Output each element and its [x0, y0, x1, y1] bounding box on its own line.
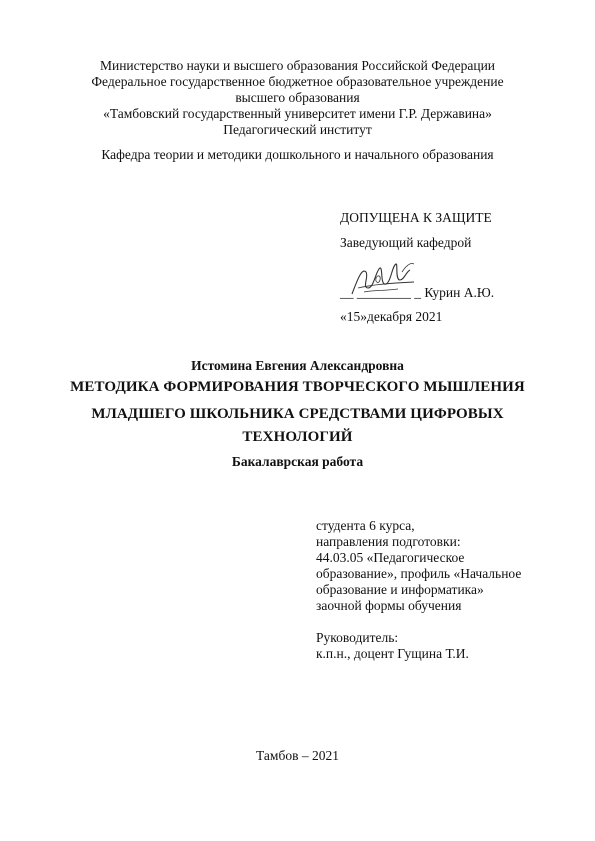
- signature-prefix: __: [340, 285, 354, 300]
- supervisor-name: к.п.н., доцент Гущина Т.И.: [316, 646, 469, 661]
- education-level-line: высшего образования: [235, 90, 360, 105]
- signature-blank: ________: [356, 285, 411, 300]
- supervisor-label: Руководитель:: [316, 630, 399, 645]
- city-year: Тамбов – 2021: [256, 748, 339, 763]
- thesis-title-line-3: ТЕХНОЛОГИЙ: [242, 429, 353, 445]
- handwritten-signature: [340, 258, 430, 300]
- university-name: «Тамбовский государственный университет имени Г.Р. Державина»: [103, 106, 492, 121]
- approval-position: Заведующий кафедрой: [340, 235, 472, 250]
- department-name: Кафедра теории и методики дошкольного и начального образования: [101, 147, 494, 162]
- study-form: заочной формы обучения: [316, 598, 462, 613]
- signature-name: _ Курин А.Ю.: [414, 285, 495, 300]
- ministry-line: Министерство науки и высшего образования Российской Федерации: [99, 58, 496, 73]
- institute-name: Педагогический институт: [223, 122, 372, 137]
- study-profile: образование», профиль «Начальное: [316, 566, 522, 581]
- work-type: Бакалаврская работа: [231, 454, 364, 469]
- study-direction-code: 44.03.05 «Педагогическое: [316, 550, 465, 565]
- institution-type-line: Федеральное государственное бюджетное образовательное учреждение: [91, 74, 504, 89]
- thesis-title-line-2: МЛАДШЕГО ШКОЛЬНИКА СРЕДСТВАМИ ЦИФРОВЫХ: [91, 406, 504, 422]
- study-direction-label: направления подготовки:: [316, 534, 461, 549]
- student-course: студента 6 курса,: [316, 518, 415, 533]
- approval-status: ДОПУЩЕНА К ЗАЩИТЕ: [340, 210, 492, 225]
- approval-date: «15»декабря 2021: [340, 309, 443, 324]
- author-name: Истомина Евгения Александровна: [191, 358, 404, 373]
- thesis-title-line-1: МЕТОДИКА ФОРМИРОВАНИЯ ТВОРЧЕСКОГО МЫШЛЕНИЯ: [70, 379, 525, 395]
- study-profile-cont: образование и информатика»: [316, 582, 484, 597]
